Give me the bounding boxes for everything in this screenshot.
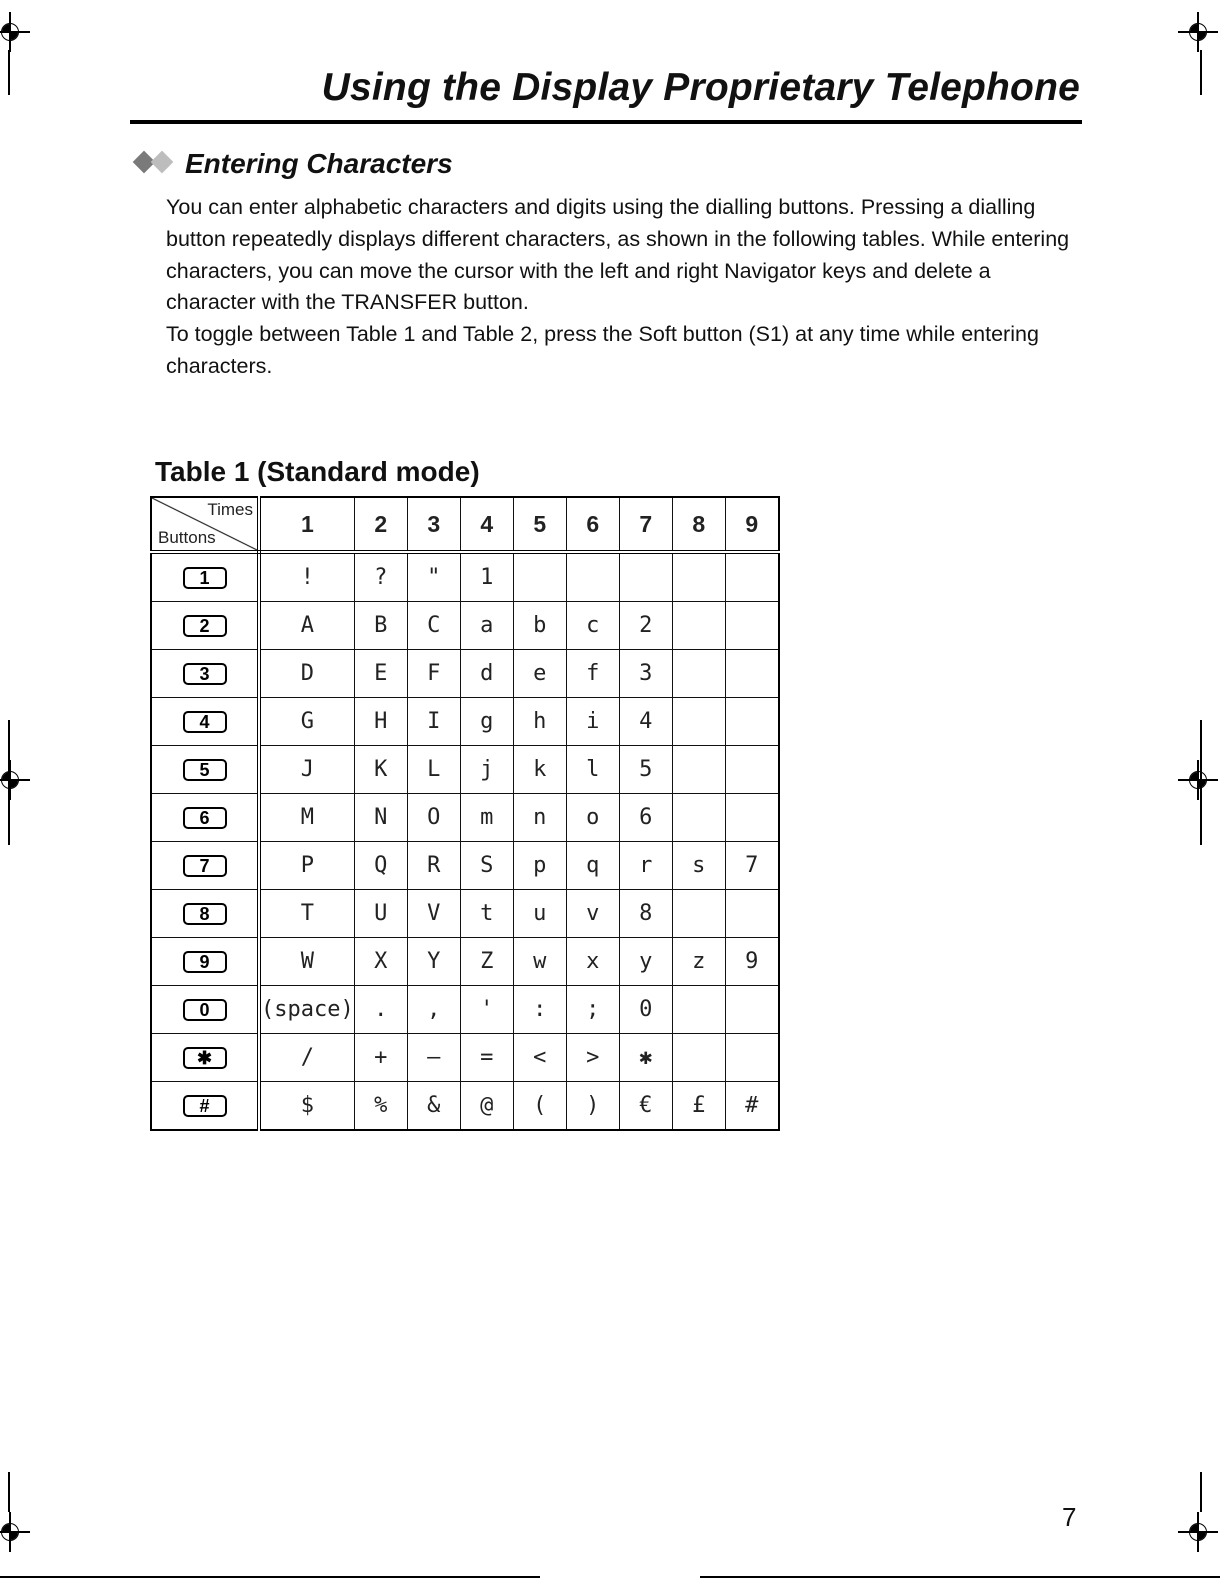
character-cell: (space) — [259, 986, 354, 1034]
table-row — [151, 1082, 779, 1131]
dial-key-cell — [151, 842, 259, 890]
character-cell — [725, 1034, 779, 1082]
table-row — [151, 602, 779, 650]
page-number: 7 — [1062, 1502, 1077, 1532]
column-header: 7 — [619, 497, 672, 552]
table-row — [151, 986, 779, 1034]
character-cell: ! — [259, 552, 354, 602]
character-cell — [725, 794, 779, 842]
dial-key-cell — [151, 746, 259, 794]
table-row — [151, 698, 779, 746]
character-cell: s — [672, 842, 725, 890]
dial-key-cell — [151, 1034, 259, 1082]
character-cell: E — [354, 650, 407, 698]
character-cell: U — [354, 890, 407, 938]
trim-line-right-top — [1200, 50, 1202, 95]
table-row — [151, 794, 779, 842]
character-cell — [672, 986, 725, 1034]
character-cell: u — [513, 890, 566, 938]
character-cell: = — [460, 1034, 513, 1082]
character-cell: 7 — [725, 842, 779, 890]
dial-button-icon: 6 — [183, 807, 227, 829]
registration-mark-mid-left — [0, 760, 30, 800]
dial-button-icon: 3 — [183, 663, 227, 685]
character-cell: ) — [566, 1082, 619, 1131]
character-cell: B — [354, 602, 407, 650]
character-cell: 1 — [460, 552, 513, 602]
column-header: 1 — [259, 497, 354, 552]
intro-text — [166, 192, 1086, 383]
dial-button-icon: 7 — [183, 855, 227, 877]
character-cell: a — [460, 602, 513, 650]
column-header: 9 — [725, 497, 779, 552]
character-cell: y — [619, 938, 672, 986]
character-cell — [672, 1034, 725, 1082]
character-cell: $ — [259, 1082, 354, 1131]
trim-line-left-top — [8, 50, 10, 95]
character-cell — [725, 890, 779, 938]
character-cell: k — [513, 746, 566, 794]
dial-button-icon: 9 — [183, 951, 227, 973]
character-cell: £ — [672, 1082, 725, 1131]
character-cell: h — [513, 698, 566, 746]
character-cell: m — [460, 794, 513, 842]
character-cell — [672, 650, 725, 698]
dial-button-icon: 4 — [183, 711, 227, 733]
trim-line-right-mid — [1200, 720, 1202, 845]
character-cell: N — [354, 794, 407, 842]
column-header: 6 — [566, 497, 619, 552]
character-cell: ' — [460, 986, 513, 1034]
character-cell: # — [725, 1082, 779, 1131]
dial-button-icon: 2 — [183, 615, 227, 637]
character-cell — [672, 552, 725, 602]
column-header: 5 — [513, 497, 566, 552]
table-row — [151, 1034, 779, 1082]
character-cell — [725, 552, 779, 602]
table-row — [151, 650, 779, 698]
registration-mark-mid-right — [1178, 760, 1218, 800]
character-cell: V — [407, 890, 460, 938]
character-cell — [513, 552, 566, 602]
character-cell: . — [354, 986, 407, 1034]
character-cell: € — [619, 1082, 672, 1131]
character-cell: P — [259, 842, 354, 890]
dial-button-icon: # — [183, 1095, 227, 1117]
character-cell: H — [354, 698, 407, 746]
character-cell — [725, 698, 779, 746]
dial-key-cell — [151, 698, 259, 746]
registration-mark-bottom-left — [0, 1512, 30, 1552]
character-cell: g — [460, 698, 513, 746]
dial-button-icon: ✱ — [183, 1047, 227, 1069]
dial-key-cell — [151, 650, 259, 698]
trim-line-right-bottom — [1200, 1472, 1202, 1512]
character-cell — [566, 552, 619, 602]
corner-label-buttons: Buttons — [158, 528, 216, 547]
character-cell: F — [407, 650, 460, 698]
page-title: Using the Display Proprietary Telephone — [321, 66, 1080, 109]
dial-key-cell — [151, 602, 259, 650]
character-cell: C — [407, 602, 460, 650]
character-cell: ✱ — [619, 1034, 672, 1082]
character-cell: ; — [566, 986, 619, 1034]
character-cell: @ — [460, 1082, 513, 1131]
character-cell: / — [259, 1034, 354, 1082]
table-row — [151, 746, 779, 794]
character-cell: Y — [407, 938, 460, 986]
header-rule — [130, 120, 1082, 124]
character-cell — [725, 650, 779, 698]
dial-key-cell — [151, 986, 259, 1034]
character-cell: o — [566, 794, 619, 842]
registration-mark-top-left — [0, 12, 30, 52]
trim-line-bottom-right — [700, 1576, 1220, 1578]
trim-line-left-mid — [8, 720, 10, 845]
table-row — [151, 552, 779, 602]
character-cell — [672, 794, 725, 842]
table-header-row — [151, 497, 779, 552]
character-cell: K — [354, 746, 407, 794]
column-header: 4 — [460, 497, 513, 552]
character-cell: f — [566, 650, 619, 698]
intro-paragraph-2: To toggle between Table 1 and Table 2, press the Soft button (S1) at any time while entering characters. — [166, 322, 1039, 378]
character-cell: 9 — [725, 938, 779, 986]
character-cell: " — [407, 552, 460, 602]
table-body — [151, 552, 779, 1130]
column-header: 2 — [354, 497, 407, 552]
character-table — [150, 496, 780, 1131]
character-cell: A — [259, 602, 354, 650]
character-cell: j — [460, 746, 513, 794]
table-row — [151, 890, 779, 938]
dial-key-cell — [151, 890, 259, 938]
character-cell: 4 — [619, 698, 672, 746]
character-cell: w — [513, 938, 566, 986]
character-cell: T — [259, 890, 354, 938]
character-cell: Q — [354, 842, 407, 890]
character-cell: z — [672, 938, 725, 986]
character-cell: p — [513, 842, 566, 890]
character-cell: & — [407, 1082, 460, 1131]
table-row — [151, 842, 779, 890]
character-cell: 0 — [619, 986, 672, 1034]
dial-button-icon: 8 — [183, 903, 227, 925]
character-cell: — — [407, 1034, 460, 1082]
character-cell: I — [407, 698, 460, 746]
character-cell: c — [566, 602, 619, 650]
character-cell — [725, 746, 779, 794]
trim-line-bottom-left — [0, 1576, 540, 1578]
character-cell: ( — [513, 1082, 566, 1131]
character-cell: x — [566, 938, 619, 986]
character-cell: ? — [354, 552, 407, 602]
character-cell: b — [513, 602, 566, 650]
registration-mark-top-right — [1178, 12, 1218, 52]
character-cell: R — [407, 842, 460, 890]
table-corner-cell — [151, 497, 259, 552]
dial-key-cell — [151, 938, 259, 986]
character-cell: O — [407, 794, 460, 842]
character-cell: q — [566, 842, 619, 890]
character-cell — [619, 552, 672, 602]
character-cell — [725, 986, 779, 1034]
character-cell: L — [407, 746, 460, 794]
character-cell: d — [460, 650, 513, 698]
character-cell: : — [513, 986, 566, 1034]
character-cell: r — [619, 842, 672, 890]
character-cell: < — [513, 1034, 566, 1082]
section-title: Entering Characters — [185, 148, 453, 179]
character-cell — [672, 602, 725, 650]
character-cell: v — [566, 890, 619, 938]
character-cell: t — [460, 890, 513, 938]
dial-button-icon: 0 — [183, 999, 227, 1021]
character-cell: G — [259, 698, 354, 746]
character-cell: e — [513, 650, 566, 698]
trim-line-left-bottom — [8, 1472, 10, 1512]
character-cell: , — [407, 986, 460, 1034]
character-cell: 5 — [619, 746, 672, 794]
character-cell: S — [460, 842, 513, 890]
corner-label-times: Times — [207, 500, 253, 519]
character-cell: 3 — [619, 650, 672, 698]
character-cell: > — [566, 1034, 619, 1082]
character-cell: X — [354, 938, 407, 986]
character-cell: D — [259, 650, 354, 698]
column-header: 3 — [407, 497, 460, 552]
character-cell: i — [566, 698, 619, 746]
table-row — [151, 938, 779, 986]
character-cell: J — [259, 746, 354, 794]
character-cell: l — [566, 746, 619, 794]
character-cell: Z — [460, 938, 513, 986]
character-cell: + — [354, 1034, 407, 1082]
dial-key-cell — [151, 794, 259, 842]
registration-mark-bottom-right — [1178, 1512, 1218, 1552]
diamond-bullet-icon — [132, 152, 182, 178]
character-cell — [672, 746, 725, 794]
character-cell: W — [259, 938, 354, 986]
dial-key-cell — [151, 552, 259, 602]
character-cell: M — [259, 794, 354, 842]
character-cell: 8 — [619, 890, 672, 938]
dial-key-cell — [151, 1082, 259, 1131]
character-cell: % — [354, 1082, 407, 1131]
character-cell — [725, 602, 779, 650]
character-cell — [672, 698, 725, 746]
dial-button-icon: 5 — [183, 759, 227, 781]
character-cell: n — [513, 794, 566, 842]
table-title: Table 1 (Standard mode) — [155, 456, 480, 487]
column-header: 8 — [672, 497, 725, 552]
dial-button-icon: 1 — [183, 567, 227, 589]
intro-paragraph-1: You can enter alphabetic characters and digits using the dialling buttons. Pressing a dialling button repeatedly displays different characters, as shown in the following tables. While entering characters, you can move the cursor with the left and right Navigator keys and delete a character with the TRANSFER button. — [166, 195, 1070, 315]
character-cell — [672, 890, 725, 938]
character-cell: 6 — [619, 794, 672, 842]
character-cell: 2 — [619, 602, 672, 650]
